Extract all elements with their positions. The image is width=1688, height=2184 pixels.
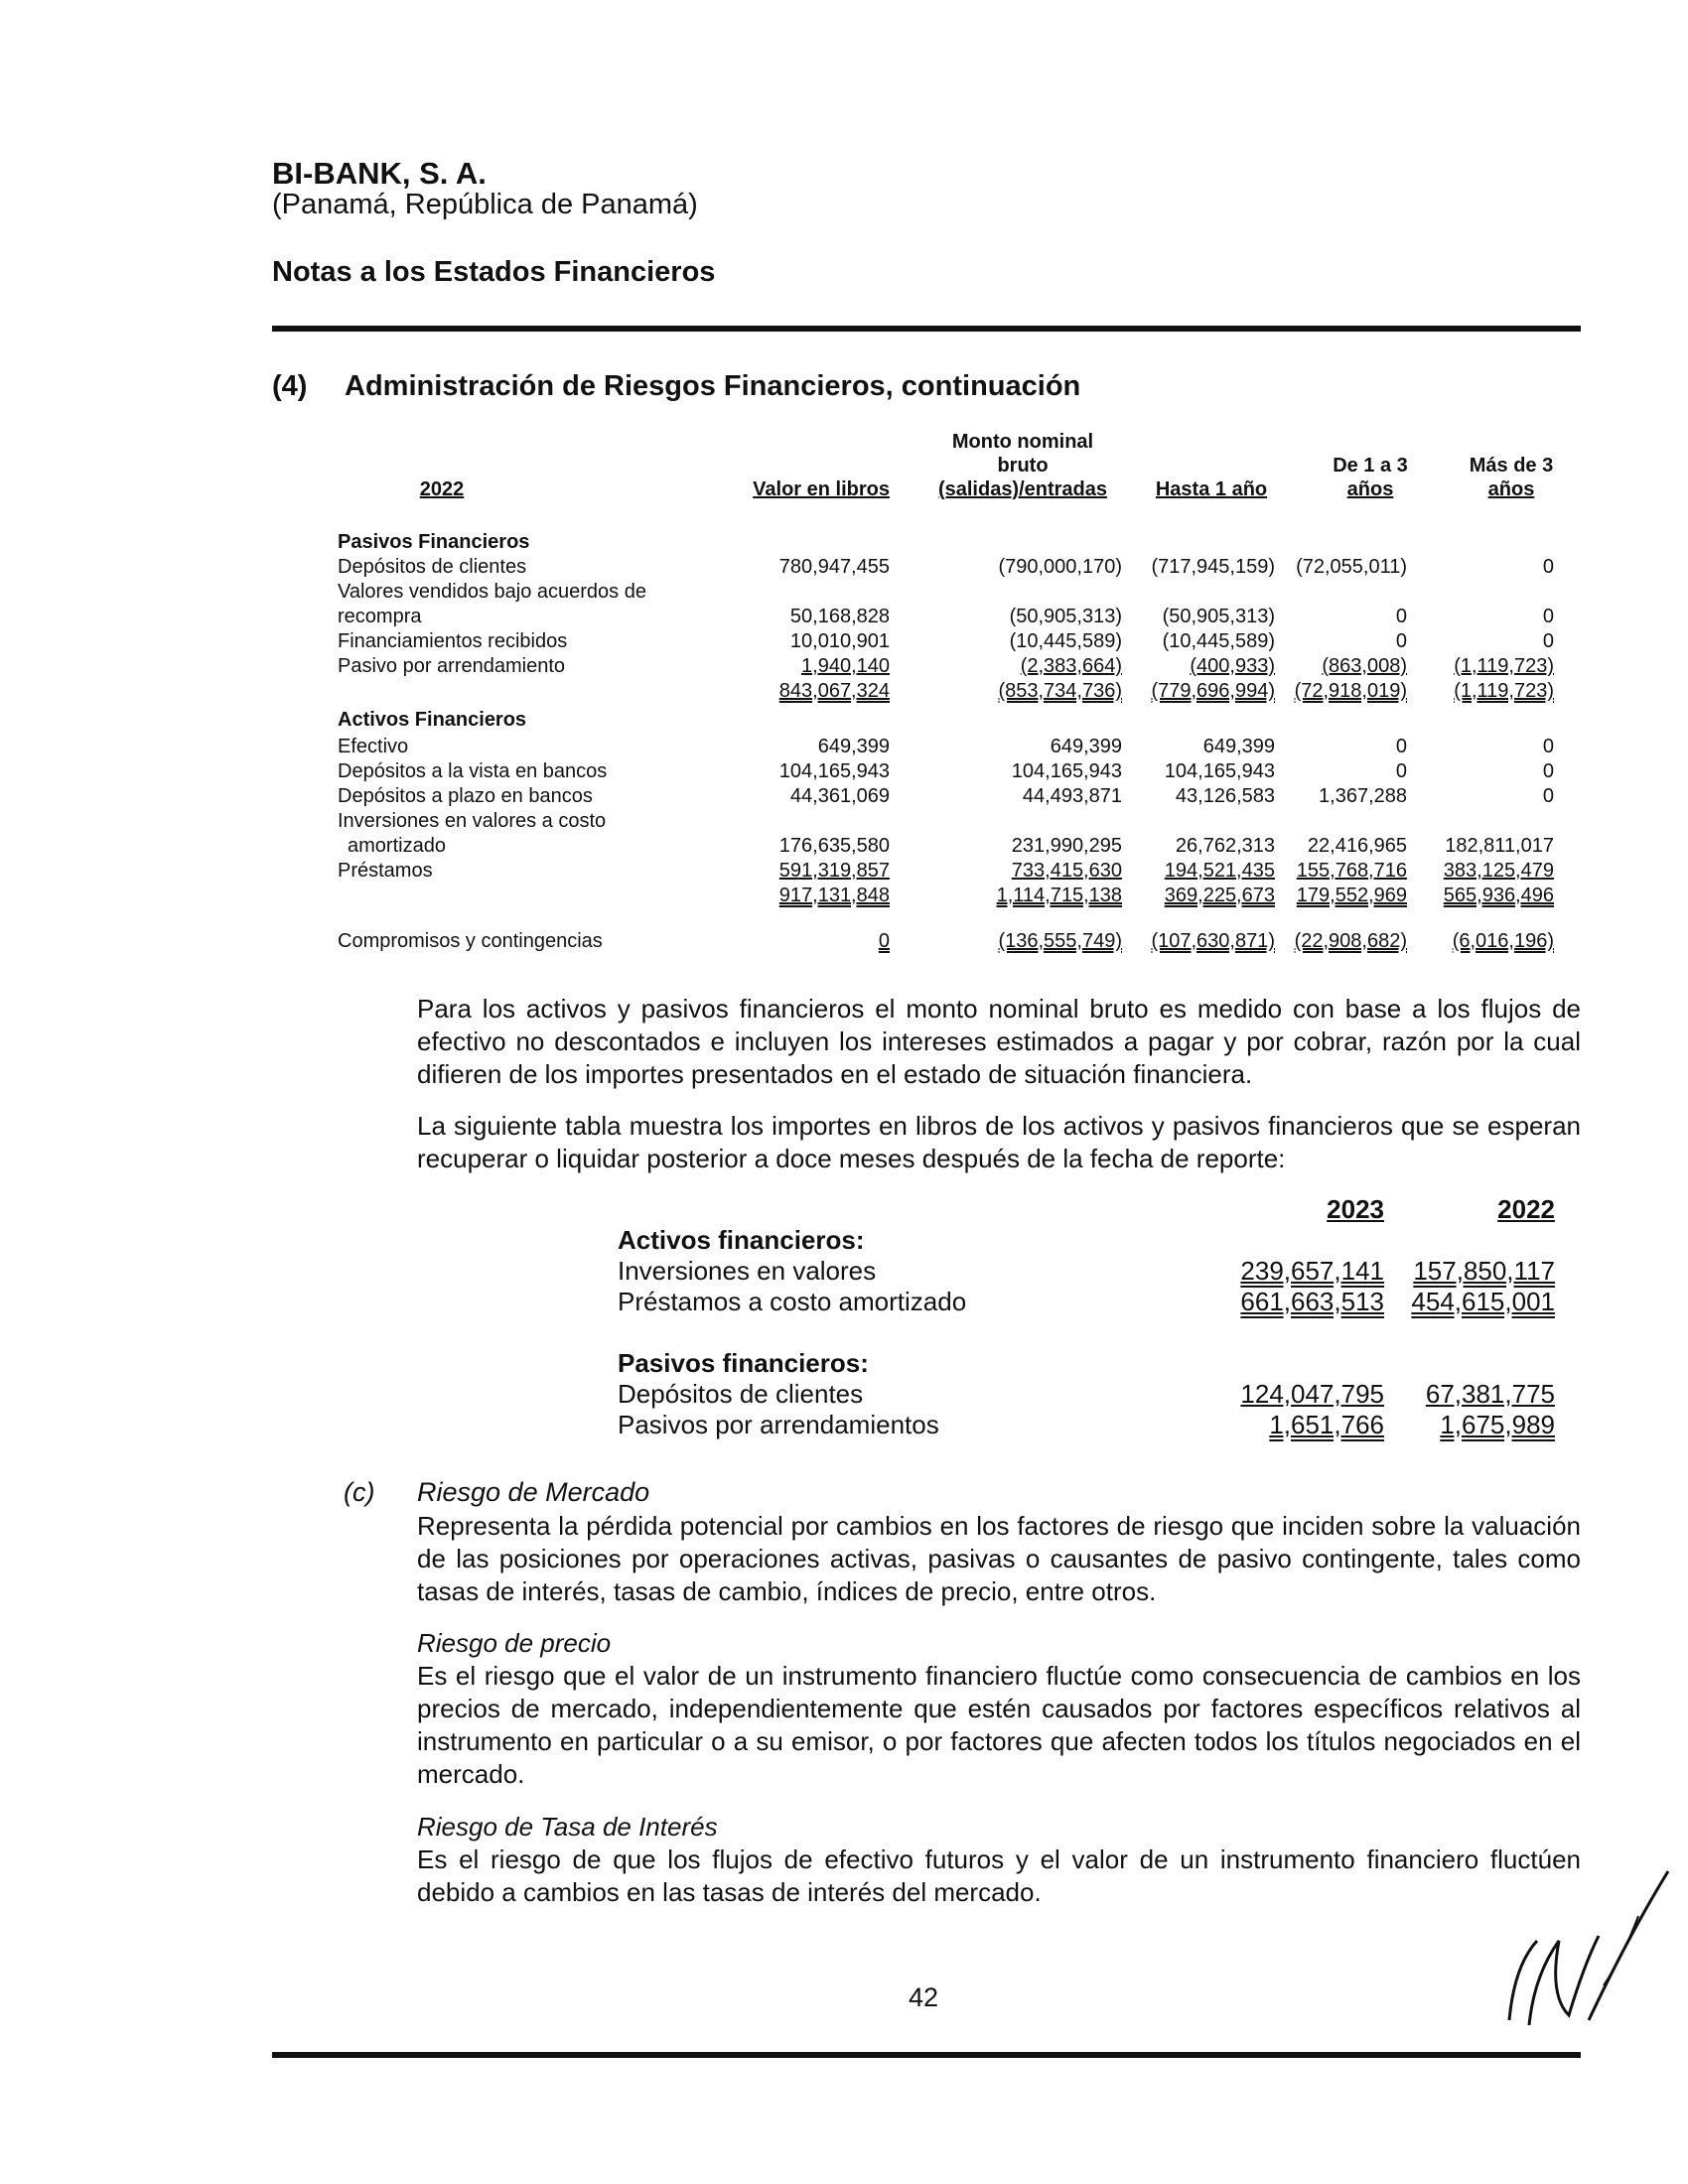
- table-cell: (72,918,019): [1294, 680, 1407, 702]
- table-cell: 10,010,901: [789, 630, 890, 652]
- header-de-1-a-3-line2: años: [1346, 478, 1394, 500]
- table-cell: 0: [1542, 630, 1554, 652]
- table-cell: 0: [1395, 760, 1407, 782]
- recovery-value-2023: 239,657,141: [1240, 1256, 1384, 1286]
- page-number: 42: [908, 1982, 939, 2012]
- table-cell: 591,319,857: [778, 860, 890, 882]
- table-cell: (136,555,749): [998, 930, 1122, 952]
- table-cell: (107,630,871): [1151, 930, 1275, 952]
- header-monto-line1: Monto nominal: [951, 431, 1094, 453]
- recovery-value-2023: 1,651,766: [1269, 1410, 1384, 1439]
- company-country: (Panamá, República de Panamá): [272, 189, 698, 220]
- table-cell: 0: [878, 930, 890, 952]
- table-cell: 1,940,140: [801, 655, 890, 677]
- row-label: Pasivo por arrendamiento: [338, 655, 566, 677]
- recovery-value-2022: 1,675,989: [1440, 1410, 1555, 1439]
- recovery-value-2022: 157,850,117: [1413, 1256, 1555, 1286]
- section-title: Administración de Riesgos Financieros, continuación: [345, 370, 1081, 402]
- table-cell: 104,165,943: [778, 760, 890, 782]
- table-cell: 0: [1542, 606, 1554, 627]
- header-hasta-1-ano: Hasta 1 año: [1155, 478, 1268, 500]
- header-de-1-a-3-line1: De 1 a 3: [1333, 455, 1408, 477]
- table-cell: (10,445,589): [1162, 630, 1275, 652]
- document-subtitle: Notas a los Estados Financieros: [272, 256, 716, 288]
- table-cell: 383,125,479: [1443, 860, 1554, 882]
- table-cell: 369,225,673: [1164, 885, 1275, 906]
- table-cell: 0: [1395, 606, 1407, 627]
- section-number: (4): [272, 370, 308, 402]
- table-cell: 104,165,943: [1011, 760, 1122, 782]
- table-cell: 231,990,295: [1011, 835, 1122, 857]
- signature-initials: [1489, 1846, 1688, 2045]
- table-cell: 649,399: [1202, 736, 1275, 757]
- table-cell: 1,114,715,138: [996, 885, 1122, 906]
- price-risk-title: Riesgo de precio: [417, 1628, 612, 1658]
- market-risk-text: Representa la pérdida potencial por cambios en los factores de riesgo que inciden sobre la valuación de las posiciones por operaciones activas, pasivas o causantes de pasivo contingente, tales como tasas de interés, tasas de cambio, índices de precio, entre otros.: [417, 1511, 1581, 1606]
- header-rule: [272, 326, 1581, 332]
- table-cell: 0: [1542, 785, 1554, 807]
- header-valor-libros: Valor en libros: [753, 478, 890, 500]
- table-cell: 43,126,583: [1175, 785, 1275, 807]
- row-label: Financiamientos recibidos: [338, 630, 568, 652]
- header-mas-de-3-line2: años: [1487, 478, 1535, 500]
- row-label: Depósitos de clientes: [338, 556, 527, 578]
- table-cell: (400,933): [1190, 655, 1275, 677]
- table-cell: (6,016,196): [1452, 930, 1554, 952]
- table-cell: 0: [1542, 760, 1554, 782]
- table-cell: 26,762,313: [1175, 835, 1275, 857]
- row-label: Valores vendidos bajo acuerdos de: [338, 581, 646, 603]
- interest-risk-text: Es el riesgo de que los flujos de efectivo futuros y el valor de un instrumento financiero fluctúen debido a cambios en las tasas de interés del mercado.: [417, 1844, 1581, 1907]
- table-year-header: 2022: [419, 478, 465, 500]
- table-cell: 1,367,288: [1319, 785, 1407, 807]
- table-cell: 780,947,455: [778, 556, 890, 578]
- recovery-value-2023: 661,663,513: [1240, 1287, 1384, 1316]
- recovery-row-label: Inversiones en valores: [618, 1256, 877, 1286]
- section-activos-title: Activos Financieros: [338, 709, 527, 731]
- table-cell: (863,008): [1322, 655, 1407, 677]
- row-label: Préstamos: [338, 860, 433, 882]
- table-cell: 843,067,324: [778, 680, 890, 702]
- interest-risk-title: Riesgo de Tasa de Interés: [417, 1812, 718, 1842]
- recovery-row-label: Depósitos de clientes: [618, 1379, 864, 1409]
- recovery-value-2023: 124,047,795: [1240, 1379, 1384, 1409]
- paragraph-gross-nominal: Para los activos y pasivos financieros el monto nominal bruto es medido con base a los flujos de efectivo no descontados e incluyen los intereses estimados a pagar y por cobrar, razón por la cual difieren de los importes presentados en el estado de situación financiera.: [417, 994, 1581, 1089]
- table-cell: (1,119,723): [1454, 655, 1554, 677]
- row-label: Depósitos a la vista en bancos: [338, 760, 608, 782]
- row-label-cont: amortizado: [348, 835, 446, 857]
- table-cell: 0: [1395, 630, 1407, 652]
- recovery-pasivos-title: Pasivos financieros:: [618, 1348, 869, 1378]
- table-cell: (779,696,994): [1151, 680, 1275, 702]
- table-cell: 182,811,017: [1445, 835, 1554, 857]
- table-cell: 44,493,871: [1022, 785, 1122, 807]
- col-header-2023: 2023: [1327, 1194, 1384, 1224]
- table-cell: 649,399: [1050, 736, 1122, 757]
- table-cell: (1,119,723): [1454, 680, 1554, 702]
- paragraph-recovery-intro: La siguiente tabla muestra los importes en libros de los activos y pasivos financieros que se esperan recuperar o liquidar posterior a doce meses después de la fecha de reporte:: [417, 1111, 1581, 1173]
- table-cell: (2,383,664): [1020, 655, 1122, 677]
- table-cell: (22,908,682): [1294, 930, 1407, 952]
- table-cell: 194,521,435: [1164, 860, 1275, 882]
- recovery-activos-title: Activos financieros:: [618, 1225, 865, 1255]
- row-label-cont: recompra: [338, 606, 422, 627]
- table-cell: (72,055,011): [1296, 556, 1407, 578]
- table-cell: 565,936,496: [1443, 885, 1554, 906]
- table-cell: 104,165,943: [1164, 760, 1275, 782]
- recovery-value-2022: 454,615,001: [1411, 1287, 1555, 1316]
- market-risk-title: Riesgo de Mercado: [417, 1477, 650, 1507]
- row-label: Depósitos a plazo en bancos: [338, 785, 593, 807]
- table-cell: 917,131,848: [778, 885, 890, 906]
- row-label: Efectivo: [338, 736, 409, 757]
- header-monto-line3: (salidas)/entradas: [937, 478, 1108, 500]
- table-cell: 733,415,630: [1011, 860, 1122, 882]
- table-cell: 0: [1395, 736, 1407, 757]
- table-cell: 44,361,069: [789, 785, 890, 807]
- table-cell: 22,416,965: [1307, 835, 1407, 857]
- price-risk-text: Es el riesgo que el valor de un instrumento financiero fluctúe como consecuencia de cambios en los precios de mercado, independientemente que estén causados por factores específicos relativos al instrumento en particular o a su emisor, o por factores que afecten todos los títulos negociados en el mercado.: [417, 1661, 1581, 1789]
- table-cell: 649,399: [817, 736, 890, 757]
- col-header-2022: 2022: [1497, 1194, 1555, 1224]
- header-mas-de-3-line1: Más de 3: [1469, 455, 1554, 477]
- table-cell: (717,945,159): [1151, 556, 1275, 578]
- table-cell: 0: [1542, 736, 1554, 757]
- table-cell: 155,768,716: [1296, 860, 1407, 882]
- table-cell: 50,168,828: [789, 606, 890, 627]
- header-monto-line2: bruto: [997, 455, 1049, 477]
- table-cell: 0: [1542, 556, 1554, 578]
- recovery-row-label: Préstamos a costo amortizado: [618, 1287, 967, 1316]
- recovery-row-label: Pasivos por arrendamientos: [618, 1410, 939, 1439]
- table-cell: 176,635,580: [778, 835, 890, 857]
- market-risk-label: (c): [344, 1477, 375, 1507]
- recovery-value-2022: 67,381,775: [1425, 1379, 1555, 1409]
- company-name: BI-BANK, S. A.: [272, 156, 487, 191]
- table-cell: 179,552,969: [1296, 885, 1407, 906]
- table-cell: (853,734,736): [998, 680, 1122, 702]
- table-cell: (790,000,170): [998, 556, 1122, 578]
- row-label: Inversiones en valores a costo: [338, 810, 607, 832]
- footer-rule: [272, 2052, 1581, 2058]
- section-pasivos-title: Pasivos Financieros: [338, 531, 530, 553]
- table-cell: (50,905,313): [1162, 606, 1275, 627]
- row-label-compromisos: Compromisos y contingencias: [338, 930, 603, 952]
- table-cell: (10,445,589): [1009, 630, 1122, 652]
- table-cell: (50,905,313): [1009, 606, 1122, 627]
